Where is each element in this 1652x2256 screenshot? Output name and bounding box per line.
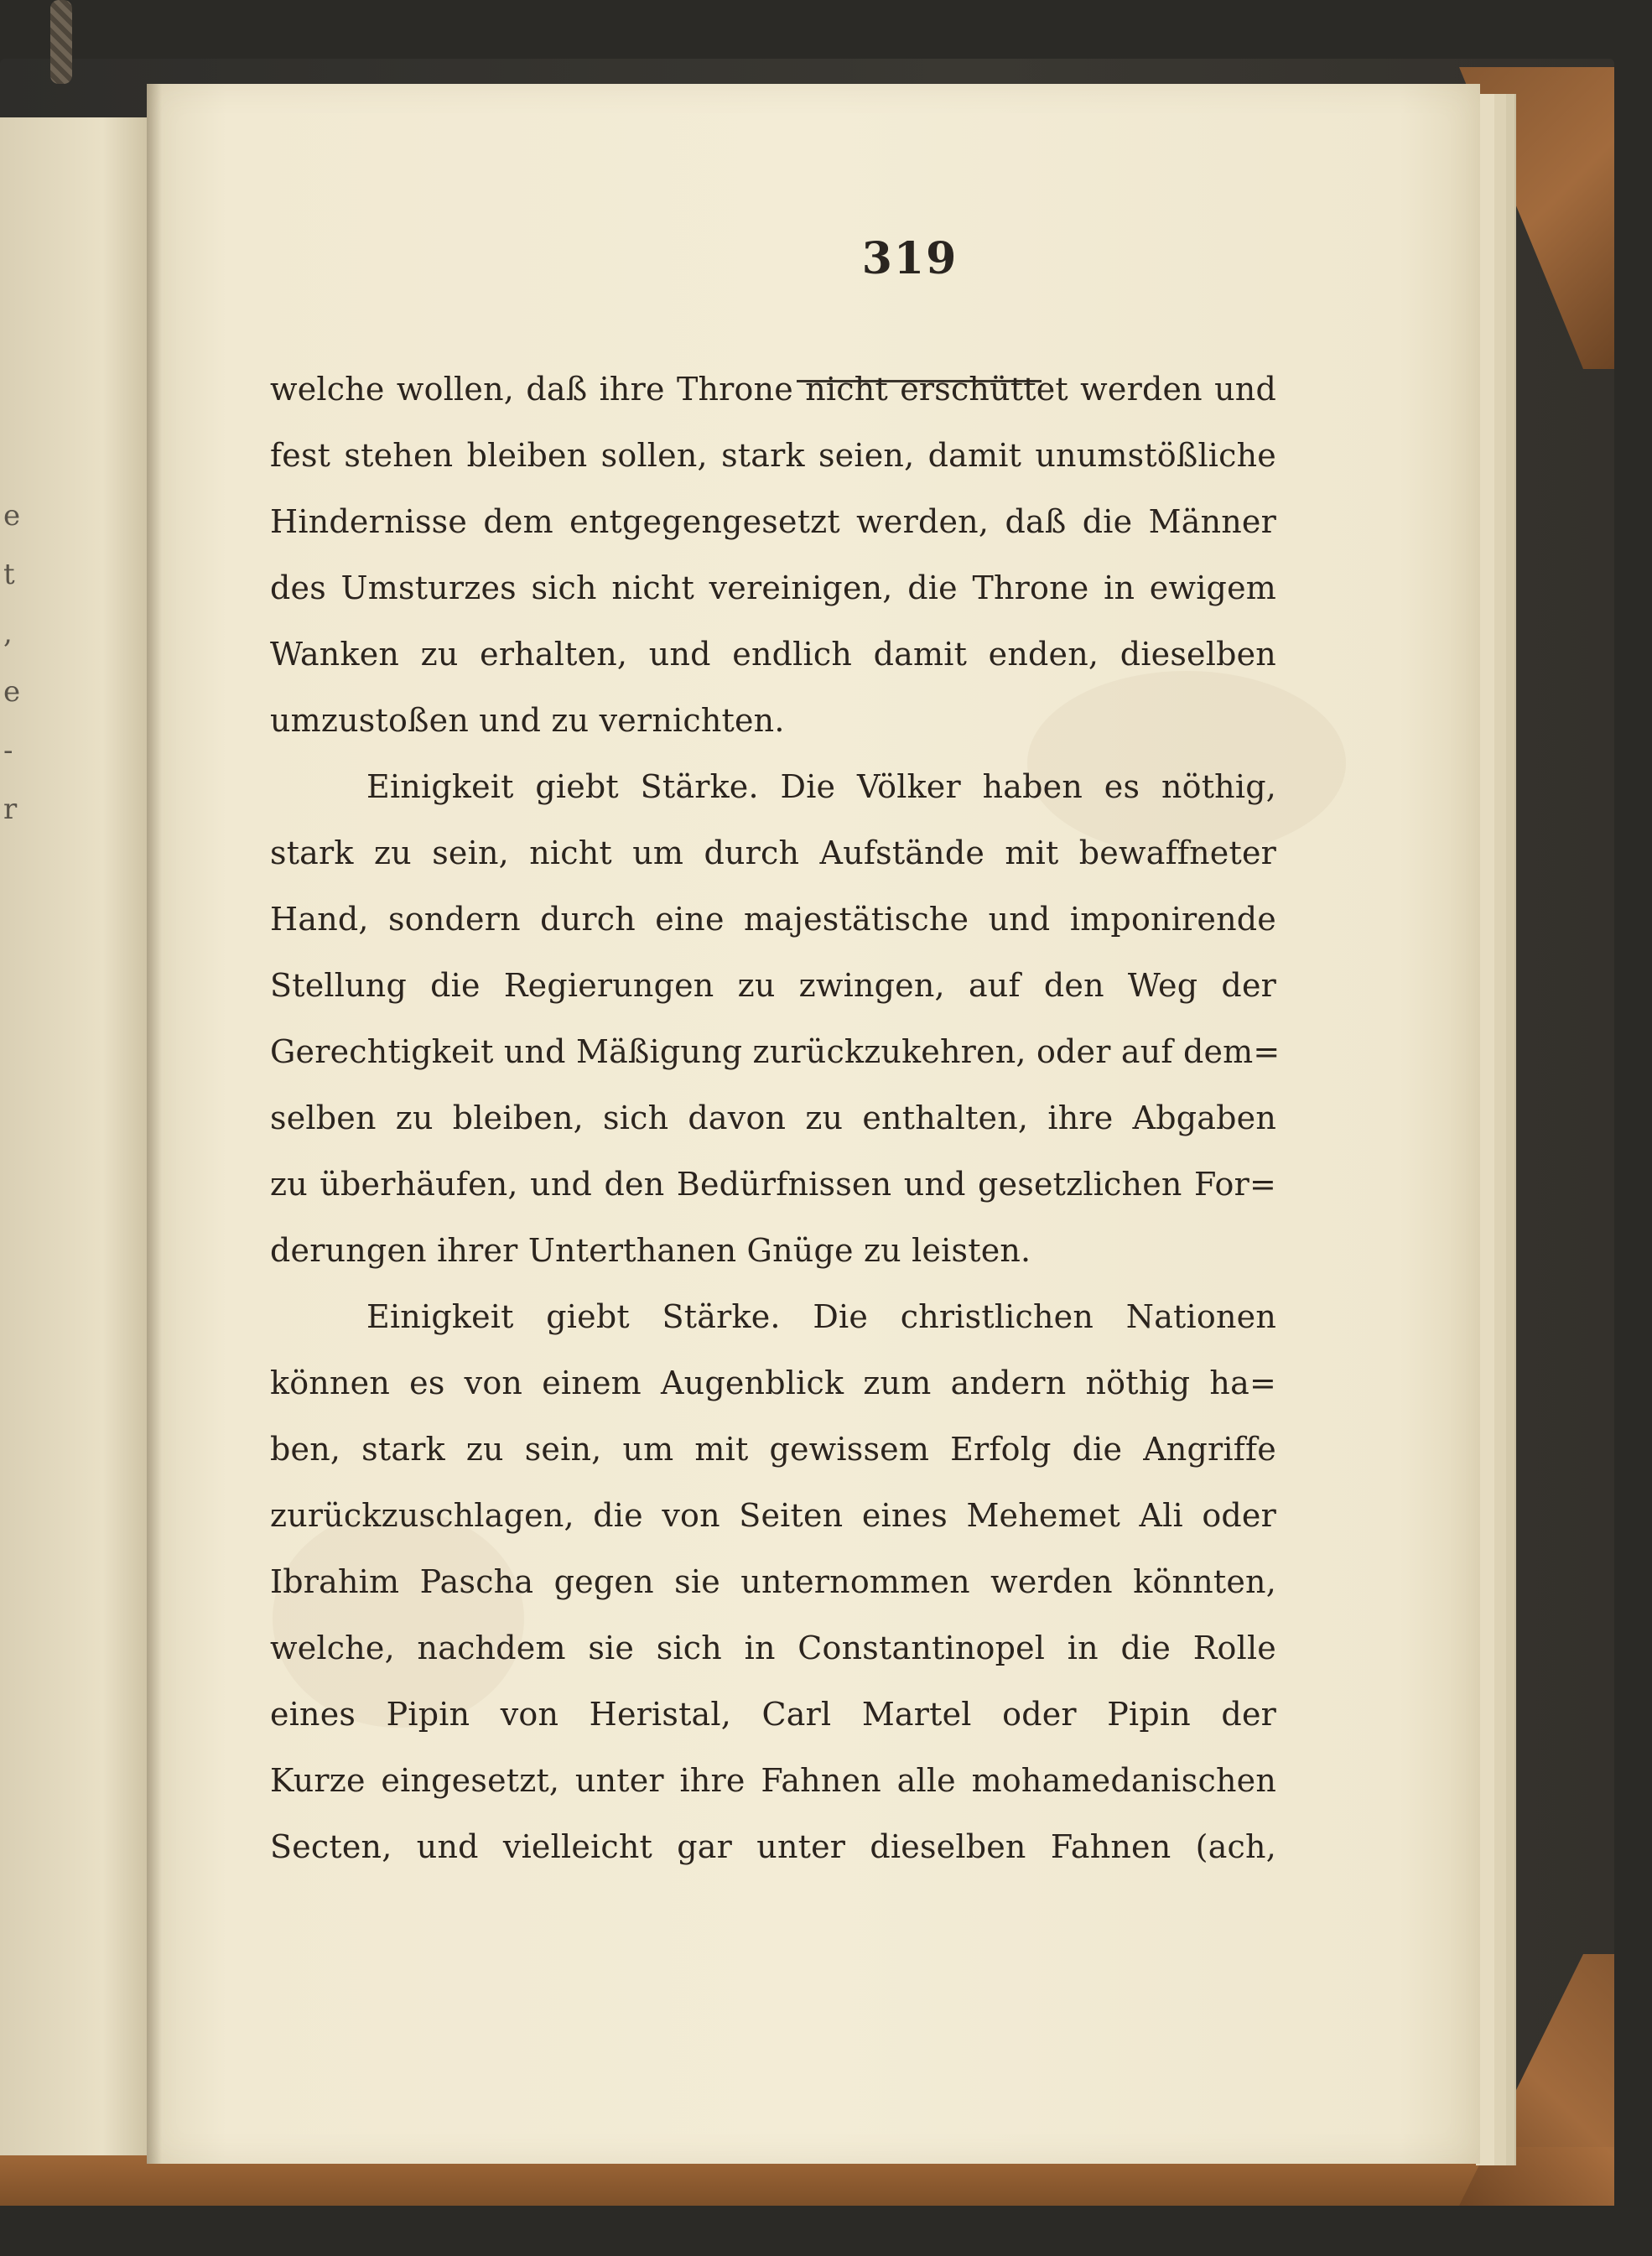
text-line: Stellung die Regierungen zu zwingen, auf den Weg der [270, 967, 1276, 1004]
text-line: Gerechtigkeit und Mäßigung zurückzukehren, oder auf dem= [270, 1033, 1281, 1070]
text-line: selben zu bleiben, sich davon zu enthalten, ihre Abgaben [270, 1099, 1276, 1136]
text-line: zurückzuschlagen, die von Seiten eines Mehemet Ali oder [270, 1497, 1276, 1534]
text-line: können es von einem Augenblick zum andern nöthig ha= [270, 1365, 1276, 1401]
text-line: umzustoßen und zu vernichten. [270, 702, 785, 739]
bookmark-string [50, 0, 72, 84]
page-stack-edge [1506, 94, 1516, 2165]
text-line: Hindernisse dem entgegengesetzt werden, daß die Männer [270, 503, 1276, 540]
page-number: 319 [861, 233, 958, 284]
text-line: stark zu sein, nicht um durch Aufstände mit bewaffneter [270, 834, 1276, 871]
text-line: des Umsturzes sich nicht vereinigen, die Throne in ewigem [270, 569, 1276, 606]
page-header [767, 84, 1052, 386]
text-line: zu überhäufen, und den Bedürfnissen und gesetzlichen For= [270, 1166, 1276, 1203]
text-line: Kurze eingesetzt, unter ihre Fahnen alle mohamedanischen [270, 1762, 1276, 1799]
body-text [270, 356, 1281, 1880]
gutter-shadow [147, 84, 162, 2164]
text-line: Einigkeit giebt Stärke. Die christlichen Nationen [366, 1298, 1276, 1335]
text-line: Ibrahim Pascha gegen sie unternommen werden könnten, [270, 1563, 1276, 1600]
text-line: Einigkeit giebt Stärke. Die Völker haben es nöthig, [366, 768, 1276, 805]
text-line: ben, stark zu sein, um mit gewissem Erfolg die Angriffe [270, 1431, 1276, 1468]
text-line: welche, nachdem sie sich in Constantinopel in die Rolle [270, 1630, 1276, 1666]
text-line: eines Pipin von Heristal, Carl Martel oder Pipin der [270, 1696, 1276, 1733]
text-line: Wanken zu erhalten, und endlich damit enden, dieselben [270, 636, 1276, 673]
text-line: welche wollen, daß ihre Throne nicht erschüttet werden und [270, 371, 1276, 408]
previous-page-marks: e t , e - r [3, 499, 21, 826]
text-line: derungen ihrer Unterthanen Gnüge zu leisten. [270, 1232, 1031, 1269]
text-line: Hand, sondern durch eine majestätische und imponirende [270, 901, 1276, 938]
text-line: fest stehen bleiben sollen, stark seien, damit unumstößliche [270, 437, 1276, 474]
text-line: Secten, und vielleicht gar unter dieselben Fahnen (ach, [270, 1828, 1276, 1865]
previous-page-edge [0, 117, 147, 2155]
